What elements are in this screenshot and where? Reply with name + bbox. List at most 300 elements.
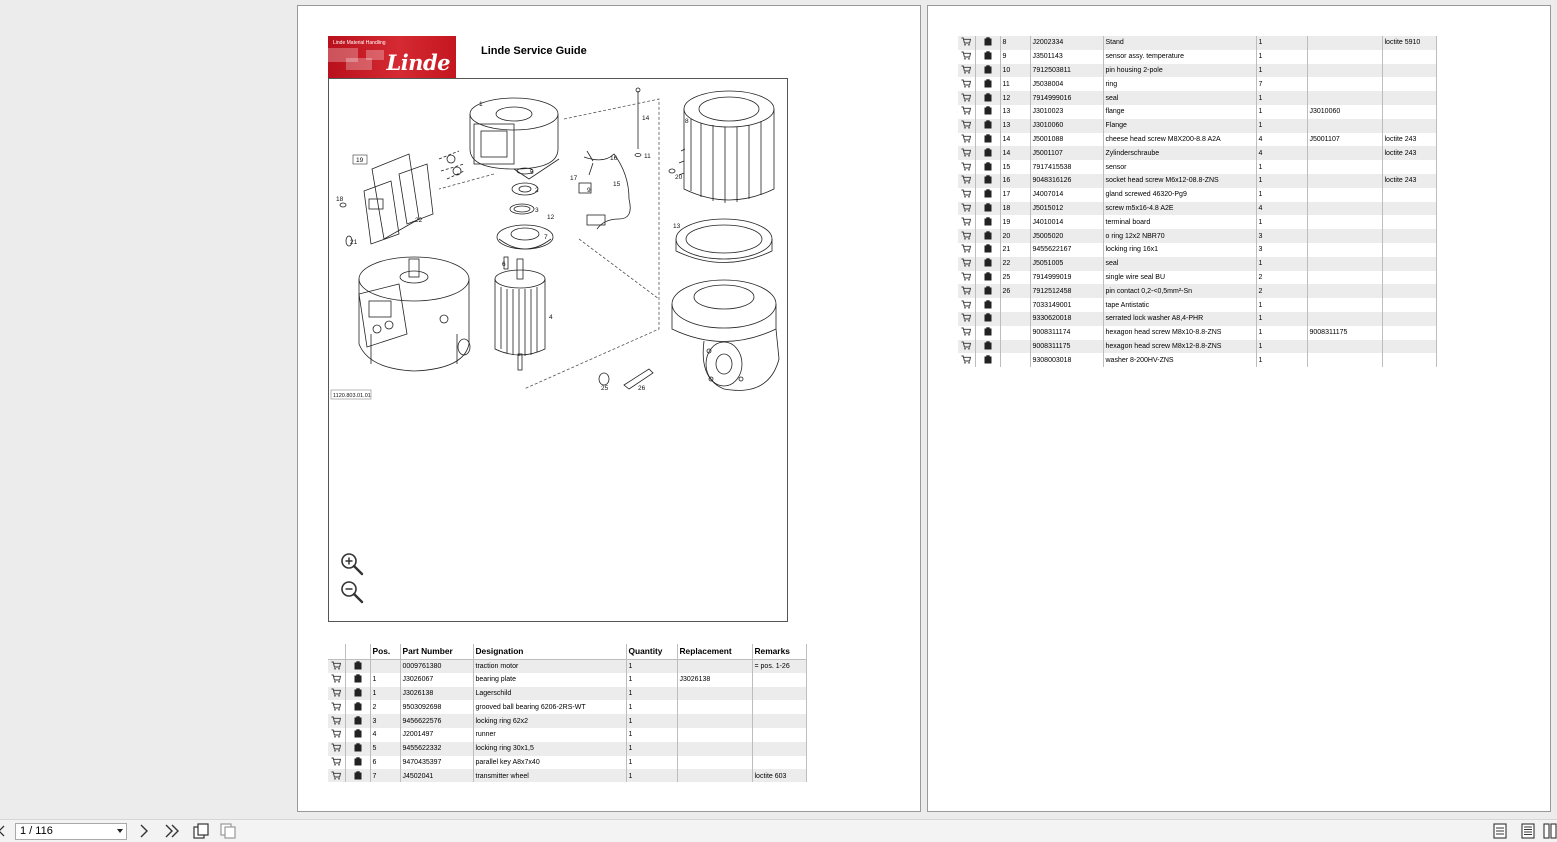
table-row [958,229,1436,243]
clipboard-icon[interactable] [354,716,362,727]
clipboard-icon[interactable] [984,355,992,366]
cell-designation: locking ring 62x2 [473,714,626,728]
table-row [958,105,1436,119]
clipboard-icon[interactable] [984,286,992,297]
cell-part-number: 7917415538 [1030,160,1103,174]
table-row [958,271,1436,285]
cell-remarks [752,742,806,756]
cell-designation: screw m5x16-4.8 A2E [1103,202,1256,216]
cell-part-number: 7914999019 [1030,271,1103,285]
table-row [958,202,1436,216]
parts-table-page-2 [958,36,1437,367]
cell-remarks [752,700,806,714]
cart-icon[interactable] [331,661,341,672]
cell-pos: 18 [1000,202,1030,216]
cell-quantity: 1 [626,700,677,714]
cart-icon[interactable] [331,688,341,699]
cell-pos: 7 [370,769,400,782]
cell-designation: Flange [1103,119,1256,133]
cell-remarks [1382,188,1436,202]
cart-icon[interactable] [961,65,971,76]
cell-remarks [1382,50,1436,64]
callout-6: 6 [502,261,506,268]
cell-remarks [1382,105,1436,119]
cell-replacement [1307,188,1382,202]
cell-designation: hexagon head screw M8x10-8.8-ZNS [1103,326,1256,340]
callout-11: 11 [644,153,651,160]
table-row [958,174,1436,188]
cell-pos: 6 [370,756,400,770]
table-row [958,340,1436,354]
cart-icon[interactable] [961,106,971,117]
clipboard-icon[interactable] [984,217,992,228]
page-number-select[interactable] [15,823,127,840]
cell-replacement [1307,340,1382,354]
clipboard-icon[interactable] [354,688,362,699]
table-row [958,284,1436,298]
cart-icon[interactable] [961,51,971,62]
table-row [958,64,1436,78]
cell-replacement [1307,243,1382,257]
clipboard-icon[interactable] [984,341,992,352]
cell-quantity: 1 [1256,298,1307,312]
table-row [958,160,1436,174]
previous-page-icon[interactable] [0,822,6,840]
cell-replacement [1307,257,1382,271]
cell-replacement: J5001107 [1307,133,1382,147]
table-row [958,243,1436,257]
cell-remarks [1382,91,1436,105]
cell-part-number: J5001088 [1030,133,1103,147]
table-row [328,687,806,701]
table-row [328,769,806,782]
table-header-row [328,644,806,659]
cell-replacement [677,742,752,756]
cell-replacement [1307,202,1382,216]
parts-table-page-1 [328,644,807,782]
cart-icon[interactable] [961,162,971,173]
cell-part-number: J2001497 [400,728,473,742]
cell-replacement [677,769,752,782]
cell-part-number: J3010023 [1030,105,1103,119]
table-row [958,215,1436,229]
clipboard-icon[interactable] [984,327,992,338]
cell-designation: Lagerschild [473,687,626,701]
cart-icon[interactable] [961,313,971,324]
cell-remarks [1382,215,1436,229]
callout-2: 2 [535,187,539,194]
cell-designation: serrated lock washer A8,4-PHR [1103,312,1256,326]
table-row [958,188,1436,202]
callout-17: 17 [570,175,578,182]
cell-part-number: 9503092698 [400,700,473,714]
cell-remarks: loctite 243 [1382,133,1436,147]
cell-pos: 19 [1000,215,1030,229]
cell-pos [1000,298,1030,312]
table-row [958,353,1436,367]
cell-remarks [1382,312,1436,326]
cell-designation: Zylinderschraube [1103,146,1256,160]
callout-14: 14 [642,115,650,122]
callout-8: 8 [685,118,689,125]
cell-part-number: J4502041 [400,769,473,782]
cell-pos: 14 [1000,133,1030,147]
callout-1: 1 [479,101,483,108]
cell-designation: locking ring 30x1,5 [473,742,626,756]
cell-quantity: 1 [1256,188,1307,202]
column-header-replacement: Replacement [677,644,752,659]
cell-remarks: loctite 243 [1382,146,1436,160]
clipboard-icon[interactable] [984,148,992,159]
callout-9: 9 [587,187,591,194]
cell-pos: 12 [1000,91,1030,105]
cell-quantity: 1 [1256,340,1307,354]
table-row [958,312,1436,326]
cell-replacement [1307,271,1382,285]
cell-replacement [1307,146,1382,160]
cell-part-number: 9455622332 [400,742,473,756]
cell-designation: runner [473,728,626,742]
cart-icon[interactable] [331,729,341,740]
paste-page-icon[interactable] [219,822,237,840]
cart-icon[interactable] [961,120,971,131]
cell-part-number: 9455622167 [1030,243,1103,257]
cart-icon[interactable] [961,300,971,311]
document-title: Linde Service Guide [481,45,587,57]
cell-quantity: 1 [1256,160,1307,174]
clipboard-icon[interactable] [984,134,992,145]
cell-pos: 13 [1000,119,1030,133]
cell-quantity: 1 [1256,326,1307,340]
cart-icon[interactable] [961,134,971,145]
cell-pos [1000,340,1030,354]
cart-icon[interactable] [331,757,341,768]
callout-3: 3 [535,207,539,214]
cart-icon[interactable] [331,743,341,754]
clipboard-icon[interactable] [354,661,362,672]
cell-part-number: J2002334 [1030,36,1103,50]
cell-designation: seal [1103,91,1256,105]
cell-replacement [1307,353,1382,367]
cell-part-number: 7912512458 [1030,284,1103,298]
cart-icon[interactable] [961,341,971,352]
cell-replacement [677,714,752,728]
cell-replacement: J3026138 [677,673,752,687]
single-page-view-icon[interactable] [1491,822,1509,840]
callout-15: 15 [613,181,621,188]
cell-remarks [1382,77,1436,91]
page-indicator: 1 / 116 [20,825,53,837]
cell-remarks [1382,353,1436,367]
cell-part-number: J5001107 [1030,146,1103,160]
document-page-1 [297,5,921,812]
cell-pos: 21 [1000,243,1030,257]
cart-icon[interactable] [961,203,971,214]
clipboard-icon[interactable] [984,272,992,283]
table-row [958,119,1436,133]
cell-remarks: loctite 5910 [1382,36,1436,50]
cell-remarks [752,728,806,742]
table-row [958,50,1436,64]
cart-icon[interactable] [961,231,971,242]
cart-icon[interactable] [331,716,341,727]
column-header-quantity: Quantity [626,644,677,659]
cell-part-number: J5015012 [1030,202,1103,216]
cell-pos: 22 [1000,257,1030,271]
cell-remarks [1382,229,1436,243]
cell-replacement [1307,36,1382,50]
two-page-view-icon[interactable] [1543,822,1557,840]
cell-part-number: 7914999016 [1030,91,1103,105]
cell-quantity: 1 [1256,91,1307,105]
cart-icon[interactable] [961,175,971,186]
cell-designation: bearing plate [473,673,626,687]
column-header-part-number: Part Number [400,644,473,659]
clipboard-icon[interactable] [984,244,992,255]
cell-remarks [752,687,806,701]
clipboard-icon[interactable] [354,771,362,782]
cell-quantity: 1 [1256,312,1307,326]
cart-icon[interactable] [961,355,971,366]
cell-designation: single wire seal BU [1103,271,1256,285]
copy-page-icon[interactable] [192,822,210,840]
clipboard-icon[interactable] [354,729,362,740]
cell-designation: gland screwed 46320-Pg9 [1103,188,1256,202]
cell-pos: 20 [1000,229,1030,243]
cell-remarks [752,756,806,770]
clipboard-icon[interactable] [984,37,992,48]
clipboard-icon[interactable] [984,79,992,90]
cart-icon[interactable] [961,258,971,269]
cell-remarks [1382,202,1436,216]
clipboard-icon[interactable] [984,313,992,324]
cart-icon[interactable] [961,37,971,48]
cart-icon[interactable] [331,674,341,685]
cell-designation: flange [1103,105,1256,119]
cell-remarks [752,673,806,687]
cell-pos [1000,326,1030,340]
cell-quantity: 1 [626,659,677,673]
cart-icon[interactable] [331,771,341,782]
cell-part-number: J3010060 [1030,119,1103,133]
clipboard-icon[interactable] [984,120,992,131]
clipboard-icon[interactable] [984,258,992,269]
cell-pos: 3 [370,714,400,728]
clipboard-icon[interactable] [984,65,992,76]
cell-replacement [1307,284,1382,298]
cell-designation: sensor [1103,160,1256,174]
cell-quantity: 1 [626,756,677,770]
cell-quantity: 1 [1256,50,1307,64]
cell-pos: 11 [1000,77,1030,91]
clipboard-icon[interactable] [984,106,992,117]
clipboard-icon[interactable] [354,757,362,768]
cell-replacement [1307,229,1382,243]
callout-25: 25 [601,385,609,392]
cart-icon[interactable] [961,272,971,283]
cell-designation: locking ring 16x1 [1103,243,1256,257]
clipboard-icon[interactable] [984,51,992,62]
cell-pos: 26 [1000,284,1030,298]
callout-21: 21 [350,239,358,246]
continuous-view-icon[interactable] [1519,822,1537,840]
clipboard-icon[interactable] [984,231,992,242]
cell-part-number: 0009761380 [400,659,473,673]
table-row [328,742,806,756]
cell-part-number: J4007014 [1030,188,1103,202]
clipboard-icon[interactable] [984,300,992,311]
table-row [328,728,806,742]
cell-part-number: 7912503811 [1030,64,1103,78]
cell-remarks: = pos. 1-26 [752,659,806,673]
cell-part-number: J4010014 [1030,215,1103,229]
cell-pos: 2 [370,700,400,714]
cell-quantity: 1 [626,742,677,756]
cart-icon[interactable] [961,189,971,200]
cell-remarks [1382,298,1436,312]
clipboard-icon[interactable] [984,175,992,186]
cell-quantity: 1 [1256,353,1307,367]
cell-designation: ring [1103,77,1256,91]
callout-4: 4 [549,314,553,321]
cell-quantity: 3 [1256,243,1307,257]
cell-designation: sensor assy. temperature [1103,50,1256,64]
cell-part-number: J3026067 [400,673,473,687]
last-page-icon[interactable] [163,822,181,840]
callout-19: 19 [356,157,364,164]
next-page-icon[interactable] [137,822,151,840]
cell-remarks: loctite 243 [1382,174,1436,188]
clipboard-icon[interactable] [354,702,362,713]
cell-pos: 1 [370,687,400,701]
cell-designation: pin contact 0,2-<0,5mm²-Sn [1103,284,1256,298]
callout-26: 26 [638,385,646,392]
cell-replacement [1307,77,1382,91]
cell-quantity: 7 [1256,77,1307,91]
cell-designation: grooved ball bearing 6206-2RS-WT [473,700,626,714]
bottom-toolbar [0,819,1557,842]
cell-remarks [1382,243,1436,257]
cell-part-number: 9308003018 [1030,353,1103,367]
cart-icon[interactable] [961,286,971,297]
callout-5: 5 [530,169,534,176]
cell-quantity: 1 [626,728,677,742]
cell-pos: 9 [1000,50,1030,64]
cell-replacement [677,756,752,770]
clipboard-icon[interactable] [984,162,992,173]
cell-replacement [1307,160,1382,174]
document-page-2 [927,5,1551,812]
cell-replacement: 9008311175 [1307,326,1382,340]
cell-pos: 25 [1000,271,1030,285]
cell-part-number: J5051005 [1030,257,1103,271]
cell-quantity: 1 [626,714,677,728]
cart-icon[interactable] [961,148,971,159]
cell-pos: 14 [1000,146,1030,160]
callout-18: 18 [336,196,344,203]
callout-22: 22 [415,217,423,224]
cell-pos [1000,312,1030,326]
cell-quantity: 4 [1256,133,1307,147]
clipboard-icon[interactable] [984,189,992,200]
cell-replacement [1307,50,1382,64]
clipboard-icon[interactable] [354,743,362,754]
cell-quantity: 1 [1256,174,1307,188]
logo-tagline: Linde Material Handling [333,40,386,46]
table-row [958,298,1436,312]
cell-quantity: 4 [1256,146,1307,160]
cell-designation: pin housing 2-pole [1103,64,1256,78]
column-header-pos: Pos. [370,644,400,659]
logo-wordmark: Linde [386,50,450,75]
column-header-designation: Designation [473,644,626,659]
table-row [328,700,806,714]
cell-pos: 15 [1000,160,1030,174]
cell-part-number: J3501143 [1030,50,1103,64]
cell-part-number: 9048316126 [1030,174,1103,188]
cart-icon[interactable] [961,79,971,90]
cell-remarks [1382,340,1436,354]
cell-part-number: 9008311174 [1030,326,1103,340]
cell-part-number: 9470435397 [400,756,473,770]
cell-designation: cheese head screw M8X200-8.8 A2A [1103,133,1256,147]
table-row [958,133,1436,147]
cell-remarks [1382,160,1436,174]
table-row [328,673,806,687]
cell-quantity: 2 [1256,284,1307,298]
column-header-remarks: Remarks [752,644,806,659]
cell-part-number: 7033149001 [1030,298,1103,312]
cell-pos: 17 [1000,188,1030,202]
cell-part-number: 9008311175 [1030,340,1103,354]
cart-icon[interactable] [961,93,971,104]
cell-part-number: J5005020 [1030,229,1103,243]
cell-remarks [1382,64,1436,78]
cell-quantity: 1 [1256,105,1307,119]
cart-icon[interactable] [961,217,971,228]
cell-quantity: 1 [1256,64,1307,78]
cell-pos: 16 [1000,174,1030,188]
cell-quantity: 1 [1256,257,1307,271]
cell-quantity: 3 [1256,229,1307,243]
table-row [328,714,806,728]
cart-icon[interactable] [961,327,971,338]
clipboard-icon[interactable] [984,93,992,104]
cell-designation: washer 8-200HV-ZNS [1103,353,1256,367]
cell-pos: 13 [1000,105,1030,119]
cell-designation: parallel key A8x7x40 [473,756,626,770]
cell-replacement [1307,215,1382,229]
cell-replacement [677,659,752,673]
cell-remarks [1382,271,1436,285]
callout-13: 13 [673,223,681,230]
cell-replacement [1307,64,1382,78]
cell-quantity: 1 [1256,215,1307,229]
cell-part-number: 9456622576 [400,714,473,728]
clipboard-icon[interactable] [984,203,992,214]
cell-designation: terminal board [1103,215,1256,229]
cell-remarks [752,714,806,728]
figure-id: 1120.803.01.01 [333,393,371,399]
clipboard-icon[interactable] [354,674,362,685]
cart-icon[interactable] [961,244,971,255]
cell-designation: socket head screw M6x12-08.8-ZNS [1103,174,1256,188]
cell-replacement [677,687,752,701]
callout-20: 20 [675,174,683,181]
cart-icon[interactable] [331,702,341,713]
cell-designation: o ring 12x2 NBR70 [1103,229,1256,243]
cell-quantity: 1 [626,687,677,701]
